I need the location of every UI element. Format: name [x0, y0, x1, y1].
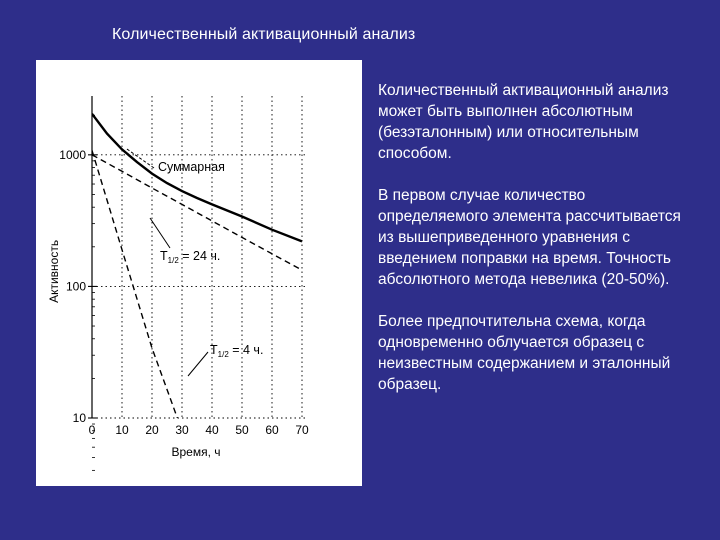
x-tick-label: 70	[295, 423, 309, 437]
slide-title: Количественный активационный анализ	[112, 26, 416, 43]
paragraph-relative-method: Более предпочтительна схема, когда одновременно облучается образец с неизвестным содержанием и эталонный образец.	[378, 313, 671, 393]
chart-panel	[36, 60, 362, 486]
x-tick-label: 30	[175, 423, 189, 437]
paragraph-absolute-method: В первом случае количество определяемого элемента рассчитывается из вышеприведенного уравнения с введением поправки на время. Точность абсолютного метода невелика (20-50%).	[378, 187, 681, 288]
paragraph-methods: Количественный активационный анализ может быть выполнен абсолютным (безэталонным) или относительным способом.	[378, 82, 669, 162]
y-tick-label: 1000	[59, 147, 86, 162]
x-tick-label: 60	[265, 423, 279, 437]
half-life-4h-annotation-label: $T_{1/2} = 4$ ч.	[210, 343, 264, 359]
x-tick-label: 10	[115, 423, 129, 437]
x-tick-label: 40	[205, 423, 219, 437]
x-tick-label: 20	[145, 423, 159, 437]
x-tick-label: 50	[235, 423, 249, 437]
total-activity-curve	[92, 114, 302, 242]
short-lived-component-line	[92, 150, 182, 430]
body-text	[378, 80, 698, 416]
total-annotation-label: Суммарная	[158, 160, 225, 174]
half-life-24h-annotation-leader	[150, 218, 170, 248]
x-axis-title: Время, ч	[171, 445, 221, 459]
y-tick-label: 10	[72, 411, 86, 425]
decay-chart	[36, 60, 362, 486]
x-tick-label: 0	[88, 423, 96, 437]
y-axis-title: Активность	[47, 239, 61, 303]
half-life-4h-annotation-leader	[188, 352, 208, 376]
half-life-24h-annotation-label: $T_{1/2} = 24$ ч.	[160, 249, 221, 265]
y-tick-label: 100	[65, 279, 86, 294]
